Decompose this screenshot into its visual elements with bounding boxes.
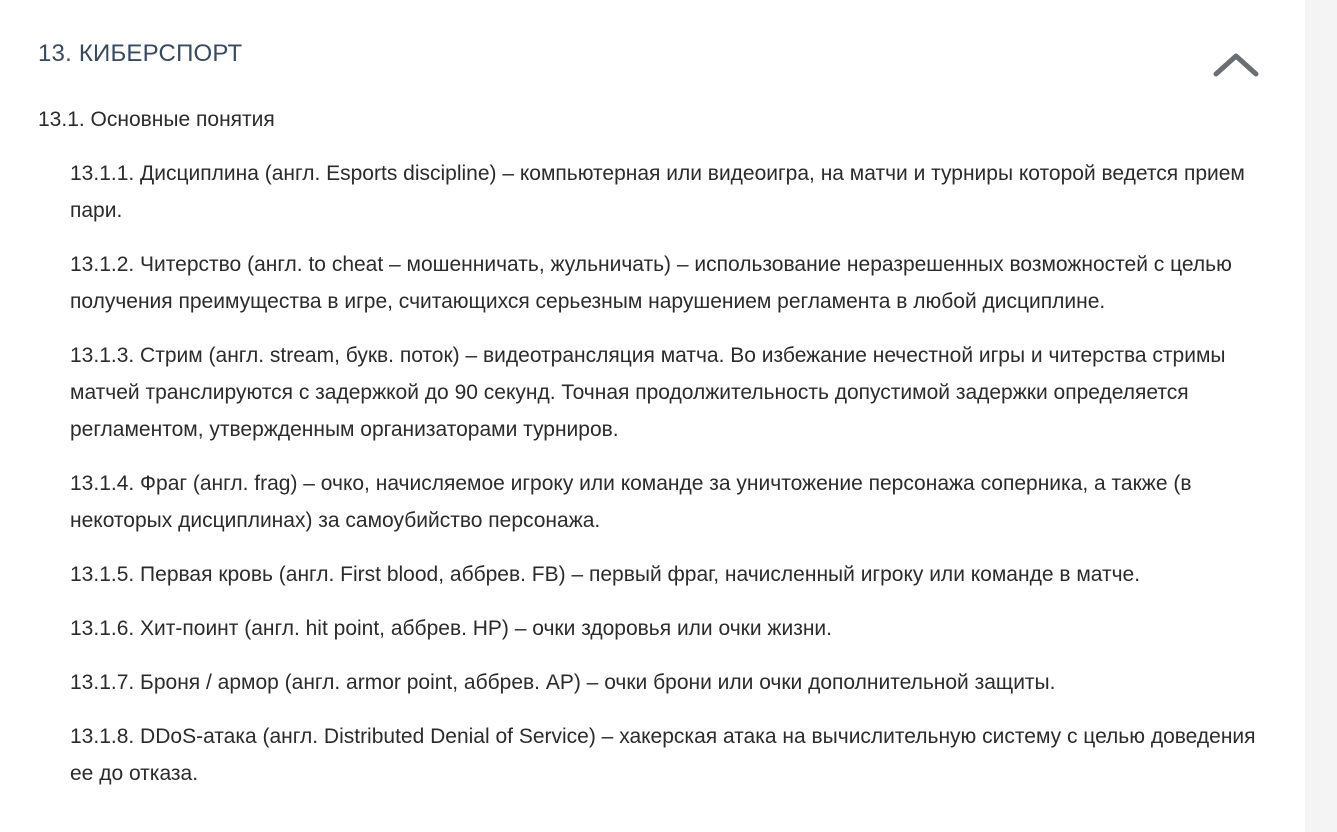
subsection-title: 13.1. Основные понятия bbox=[38, 108, 275, 131]
section-title: 13. КИБЕРСПОРТ bbox=[38, 40, 243, 67]
definition-item: 13.1.8. DDoS-атака (англ. Distributed Denial of Service) – хакерская атака на вычислительную систему с целью доведения ее до отказа. bbox=[70, 725, 1256, 785]
chevron-up-icon bbox=[1212, 50, 1260, 82]
definition-item: 13.1.1. Дисциплина (англ. Esports discipline) – компьютерная или видеоигра, на матчи и турниры которой ведется прием пари. bbox=[70, 162, 1245, 222]
definition-item: 13.1.7. Броня / армор (англ. armor point, аббрев. AP) – очки брони или очки дополнительной защиты. bbox=[70, 671, 1056, 694]
definition-item: 13.1.3. Стрим (англ. stream, букв. поток) – видеотрансляция матча. Во избежание нечестной игры и читерства стримы матчей транслируются с задержкой до 90 секунд. Точная продолжительность допустимой задержки определяется регламентом, утвержденным организаторами турниров. bbox=[70, 344, 1226, 441]
definition-item: 13.1.5. Первая кровь (англ. First blood, аббрев. FB) – первый фраг, начисленный игроку или команде в матче. bbox=[70, 563, 1141, 586]
definition-item: 13.1.6. Хит-поинт (англ. hit point, аббрев. HP) – очки здоровья или очки жизни. bbox=[70, 617, 832, 640]
collapse-button[interactable] bbox=[1212, 50, 1260, 82]
definition-item: 13.1.2. Читерство (англ. to cheat – мошенничать, жульничать) – использование неразрешенных возможностей с целью получения преимущества в игре, считающихся серьезным нарушением регламента в любой дисциплине. bbox=[70, 253, 1232, 313]
scroll-gutter bbox=[1305, 0, 1337, 832]
definitions-list bbox=[70, 155, 1270, 809]
definition-item: 13.1.4. Фраг (англ. frag) – очко, начисляемое игроку или команде за уничтожение персонажа соперника, а также (в некоторых дисциплинах) за самоубийство персонажа. bbox=[70, 472, 1192, 532]
